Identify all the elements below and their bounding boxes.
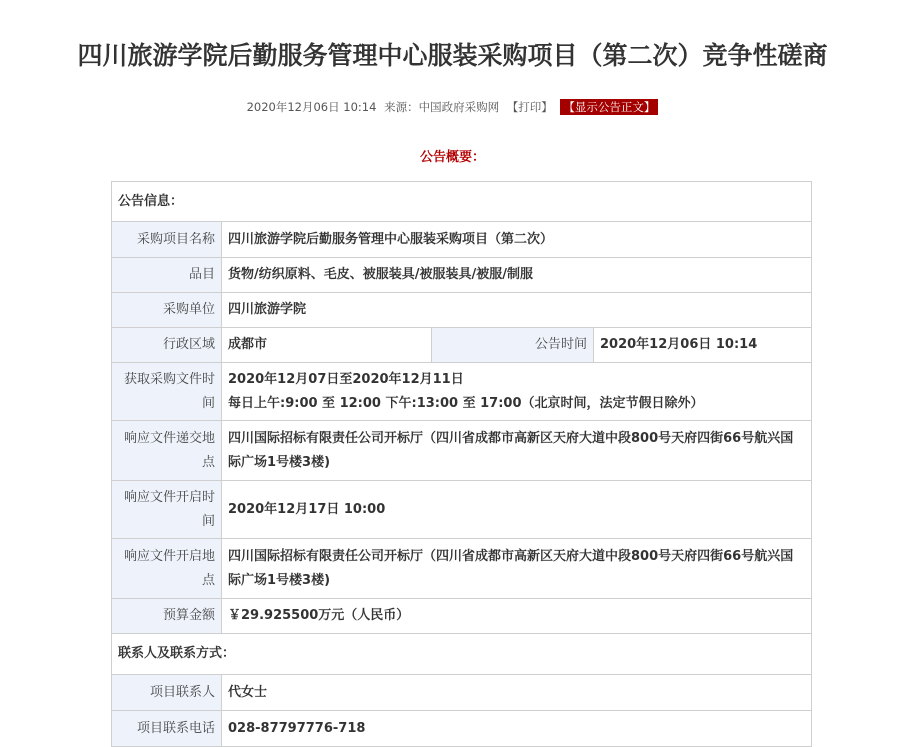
source: 来源：中国政府采购网 <box>384 100 500 114</box>
phone-value: 028-87797776-718 <box>222 711 812 747</box>
buyer-value: 四川旅游学院 <box>222 293 812 328</box>
contact-value: 代女士 <box>222 675 812 711</box>
submit-place-value: 四川国际招标有限责任公司开标厅（四川省成都市高新区天府大道中段800号天府四街66号航兴国际广场1号楼3楼) <box>222 421 812 481</box>
summary-heading: 公告概要： <box>419 150 485 165</box>
announcement-info-table <box>111 181 812 747</box>
budget-value: ￥29.925500万元（人民币） <box>222 599 812 634</box>
contact-label: 项目联系人 <box>112 675 222 711</box>
open-place-value: 四川国际招标有限责任公司开标厅（四川省成都市高新区天府大道中段800号天府四街66号航兴国际广场1号楼3楼) <box>222 539 812 599</box>
announcement-meta <box>0 99 905 115</box>
doc-time-hours: 每日上午:9:00 至 12:00 下午:13:00 至 17:00（北京时间，法定节假日除外） <box>228 395 704 411</box>
region-value: 成都市 <box>222 328 432 363</box>
project-name-label: 采购项目名称 <box>112 222 222 258</box>
section-contact: 联系人及联系方式： <box>112 634 812 675</box>
open-time-value: 2020年12月17日 10:00 <box>222 481 812 539</box>
announce-time-label: 公告时间 <box>432 328 594 363</box>
buyer-label: 采购单位 <box>112 293 222 328</box>
phone-label: 项目联系电话 <box>112 711 222 747</box>
open-time-label: 响应文件开启时间 <box>112 481 222 539</box>
budget-label: 预算金额 <box>112 599 222 634</box>
doc-time-value <box>222 363 812 421</box>
submit-place-label: 响应文件递交地点 <box>112 421 222 481</box>
category-label: 品目 <box>112 258 222 293</box>
region-label: 行政区域 <box>112 328 222 363</box>
section-announcement-info: 公告信息： <box>112 182 812 222</box>
announce-time-value: 2020年12月06日 10:14 <box>594 328 812 363</box>
show-full-text-button[interactable]: 【显示公告正文】 <box>560 99 658 115</box>
doc-time-label: 获取采购文件时间 <box>112 363 222 421</box>
project-name-value: 四川旅游学院后勤服务管理中心服装采购项目（第二次） <box>222 222 812 258</box>
category-value: 货物/纺织原料、毛皮、被服装具/被服装具/被服/制服 <box>222 258 812 293</box>
doc-time-range: 2020年12月07日至2020年12月11日 <box>228 371 464 387</box>
publish-datetime: 2020年12月06日 10:14 <box>246 100 377 114</box>
open-place-label: 响应文件开启地点 <box>112 539 222 599</box>
page-title: 四川旅游学院后勤服务管理中心服装采购项目（第二次）竞争性磋商 <box>77 41 828 70</box>
print-link[interactable]: 【打印】 <box>506 100 553 114</box>
